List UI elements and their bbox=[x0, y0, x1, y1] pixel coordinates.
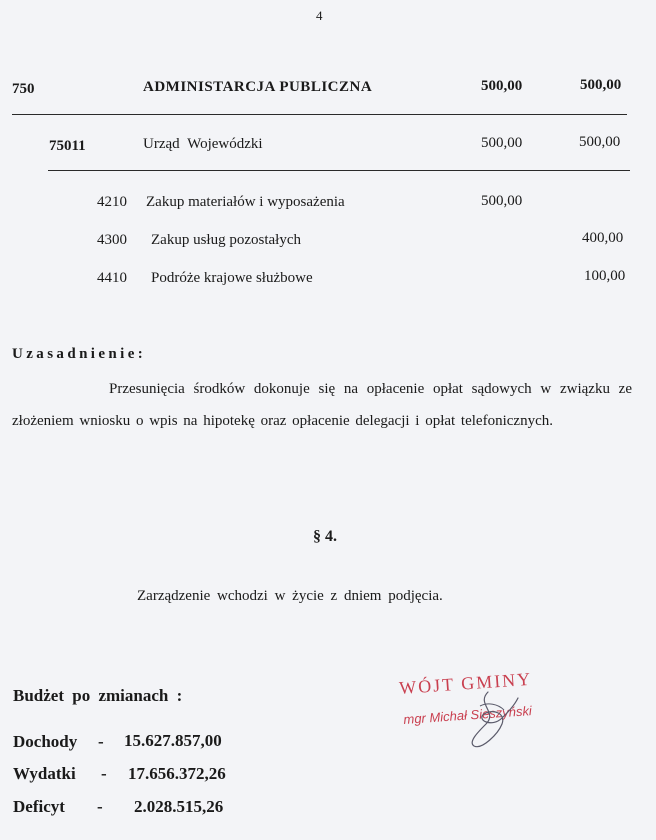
item-label: Zakup usług pozostałych bbox=[151, 232, 301, 248]
paragraph-sign: § 4. bbox=[313, 528, 337, 545]
justification-heading: Uzasadnienie: bbox=[12, 346, 147, 362]
budget-dash: - bbox=[97, 797, 103, 816]
justification-text: Przesunięcia środków dokonuje się na opłacenie opłat sądowych w związku ze złożeniem wniosku o wpis na hipotekę oraz opłacenie delegacji i opłat telefonicznych. bbox=[12, 381, 632, 429]
budget-value: 2.028.515,26 bbox=[134, 797, 224, 816]
item-code: 4410 bbox=[97, 270, 127, 286]
signature-mark bbox=[458, 684, 528, 754]
chapter-code: 75011 bbox=[49, 138, 86, 154]
budget-dash: - bbox=[98, 732, 104, 751]
budget-dash: - bbox=[101, 764, 107, 783]
stamp-title: WÓJT GMINY bbox=[398, 668, 533, 699]
budget-label: Deficyt bbox=[13, 797, 65, 816]
item-label: Zakup materiałów i wyposażenia bbox=[146, 194, 345, 210]
item-code: 4210 bbox=[97, 194, 127, 210]
budget-label: Wydatki bbox=[13, 764, 76, 783]
budget-value: 15.627.857,00 bbox=[124, 731, 222, 750]
section-value-1: 500,00 bbox=[481, 78, 523, 94]
section-value-2: 500,00 bbox=[580, 77, 622, 93]
item-code: 4300 bbox=[97, 232, 127, 248]
section-divider bbox=[12, 114, 627, 115]
section-title: ADMINISTARCJA PUBLICZNA bbox=[143, 79, 373, 95]
stamp-name: mgr Michał Sieszyński bbox=[402, 703, 533, 727]
budget-heading: Budżet po zmianach : bbox=[13, 686, 183, 705]
chapter-divider bbox=[48, 170, 630, 171]
chapter-title: Urząd Wojewódzki bbox=[143, 136, 263, 152]
item-value-2: 400,00 bbox=[582, 230, 624, 246]
budget-label: Dochody bbox=[13, 732, 78, 751]
item-value-1: 500,00 bbox=[481, 193, 523, 209]
section-code: 750 bbox=[12, 81, 35, 97]
chapter-value-2: 500,00 bbox=[579, 134, 621, 150]
item-value-2: 100,00 bbox=[584, 268, 626, 284]
item-label: Podróże krajowe służbowe bbox=[151, 270, 313, 286]
budget-value: 17.656.372,26 bbox=[128, 764, 226, 783]
chapter-value-1: 500,00 bbox=[481, 135, 523, 151]
closing-text: Zarządzenie wchodzi w życie z dniem podjęcia. bbox=[137, 588, 443, 604]
page-number: 4 bbox=[316, 8, 323, 23]
